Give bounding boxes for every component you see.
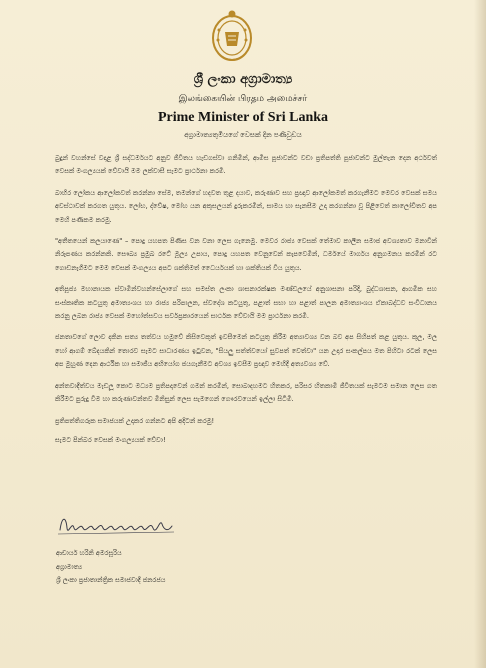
government-emblem-icon bbox=[209, 8, 255, 66]
signature-block bbox=[56, 547, 165, 588]
paragraph-6: අන්තවාදීත්වය මැඩලූ කොට මධ්‍යම ප්‍රතිපදාවෙන් ගමන් කරමින්, සොබාදහමට හිතකර, පරිසර හිතකාමී ජීවිතයක් සැමටම සමාන ලෙස ගත කිරීමට පුරුදු වීම හා කරුණාවන්තව මිනිසුන් ලෙස සැමගෙන් ගෞරවයෙන් ඉල්ලා සිටිමි. bbox=[55, 381, 437, 404]
title-sinhala: ශ්‍රී ලංකා අග්‍රාමාත්‍ය bbox=[193, 72, 293, 87]
handwritten-signature bbox=[56, 510, 206, 540]
title-english: Prime Minister of Sri Lanka bbox=[157, 110, 329, 125]
signatory-country: ශ්‍රී ලංකා ප්‍රජාතාන්ත්‍රික සමාජවාදී ජනරජය bbox=[56, 576, 166, 584]
signatory-name: ආචාර්ය හරිනි අමරසූරිය bbox=[56, 549, 122, 557]
paragraph-1: බුදුන් වහන්සේ වදාළ ශ්‍රී සද්ධර්මයට අනුව ජීවිතය හැඩගස්වා ගනිමින්, ආමිස පූජාවන්ට වඩා ප්‍රතිපත්ති පූජාවන්ට මුල්තැන දෙන අර්ථවත් වෙසක් මංගල්‍යයක් වේවායි මම ලක්වාසී සැමට ප්‍රාර්ථනා කරමි. bbox=[55, 154, 437, 176]
signatory-role: අග්‍රාමාත්‍ය bbox=[56, 562, 83, 571]
paragraph-7: ප්‍රතිපත්තිගරුක සමාජයක් උදාකර ගන්නට අපි අදිටන් කරමු! bbox=[55, 416, 215, 425]
message-body bbox=[55, 152, 437, 453]
title-tamil: இலங்கையின் பிரதம அமைச்சர் bbox=[178, 94, 308, 104]
paragraph-2: බාහිර ලෝකය ආලෝකවත් කරන්නා සේම, තමන්ගේ හදවත තුළ දයාව, කරුණාව සහ ප්‍රඥාව ආලෝකමත් කරගැනීමට මෙවර වෙසක් සමය අවස්ථාවක් කරගත යුතුය. ලෝභ, ද්වේෂ, මෝහ යන අකුසලයන් දුරුකරමින්, සාමය හා සැනසීම උදා කරගන්නා වූ පිළිවෙත් කාලෝචිතව අප මෙහි පණිකම කරමු. bbox=[55, 188, 437, 224]
paragraph-3: "අතීතයෙන් කලයාණෙ" – පොදු යහපත පිණිස වන වනා ලෙස ගැනෙමු. මෙවර රාජ්‍ය වෙසක් තේමාව කාලීන සමාජ අවශ්‍යතාව මනාවින් නිරූපණය කරන්නකි. සෞඛ්‍ය ප්‍රමුඛ රටේ මූල්‍ය උපාය, පොදු යහපත වෙනුවෙන් කැපවෙමින්, ධර්මයේ මාර්ගය අනුගමනය කරමින් රට ගොඩනැගීමට මෙම වෙසක් මංගල්‍යය අපට ශක්තිමත් ධෛර්යයක් හා ශක්තියක් විය යුතුය. bbox=[55, 237, 437, 272]
paragraph-4: අතිපූජ්‍ය මහානායක ස්වාමීන්වහන්සේලාගේ සහ සමස්ත ලංකා ශාසනාරක්ෂක මණ්ඩලයේ අනුශාසනා පරිදි, බුද්ධශාසන, ආගමික සහ සංස්කෘතික කටයුතු අමාත්‍යංශය හා රාජ්‍ය පරිපාලන, ස්වදේශ කටයුතු, පළාත් සභා හා පළාත් පාලන අමාත්‍යාංශය ඒකාබද්ධව සංවිධානය කරනු ලබන රාජ්‍ය වෙසක් මහෝත්සවය සර්වප්‍රකාරයෙන් සාර්ථක වේවායි මම ප්‍රාර්ථනා කරමි. bbox=[55, 285, 437, 321]
paragraph-5: ජනතාවගේ ලොව දකින සත්‍ය තත්වය හමුවේ කිසිවෙකුත් ඉවසීමෙන් කටයුතු කිරීම අත්‍යාවශ්‍ය වන බව අප සිහිපත් කළ යුතුය. කුල, මල හෝ ආගම් බේදයකින් තොරව සැමට සාධාරණය ඉටුවන, "සියලු සත්ත්වයෝ සුවපත් වෙත්වා" යන උදාර සංකල්පය මත පිහිටා රටක් ලෙස අප මුහුණ දෙන ආර්ථික හා සමාජීය අභියෝග ජයගැනීමට අවශ්‍ය ඉවසීම ප්‍රඥාව මෙහිදී අත්‍යවශ්‍ය වේ. bbox=[55, 333, 437, 369]
paragraph-8: සැමට පින්බර වෙසක් මංගල්‍යයක් වේවා! bbox=[55, 435, 166, 444]
message-subtitle: අග්‍රාමාත්‍යතුමියගේ වෙසක් දින පණිවුඩය bbox=[184, 131, 302, 139]
